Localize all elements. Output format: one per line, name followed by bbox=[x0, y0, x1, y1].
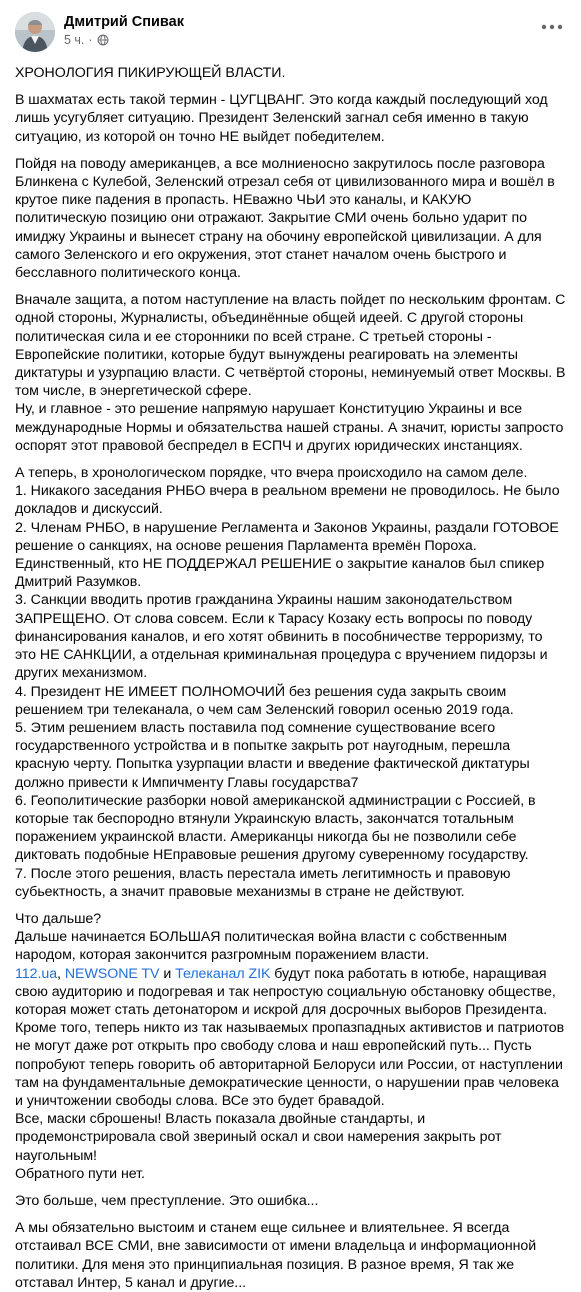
link-separator: , bbox=[57, 965, 65, 982]
post-meta bbox=[64, 32, 184, 48]
link-newsone-tv[interactable]: NEWSONE TV bbox=[64, 965, 160, 982]
post-time[interactable]: 5 ч. bbox=[64, 33, 85, 47]
post-content bbox=[15, 64, 566, 1292]
paragraph-zugzwang: В шахматах есть такой термин - ЦУГЦВАНГ. Это когда каждый последующий ход лишь усугубляет ситуацию. Президент Зеленский загнал себя именно в такую ситуацию, из которой он точно НЕ выйдет победителем. bbox=[15, 92, 548, 145]
paragraph-conclusion: А мы обязательно выстоим и станем еще сильнее и влиятельнее. Я всегда отстаивал ВСЕ СМИ, вне зависимости от имени владельца и информационной политики. Для меня это принципиальная позиция. В разное время, Я так же отставал Интер, 5 канал и другие... bbox=[15, 1220, 537, 1291]
globe-icon bbox=[97, 34, 109, 46]
post-options-button[interactable] bbox=[537, 16, 567, 38]
link-separator-and: и bbox=[159, 965, 176, 982]
author-avatar[interactable] bbox=[15, 12, 55, 52]
paragraph-fronts: Вначале защита, а потом наступление на власть пойдет по нескольким фронтам. С одной стороны, Журналисты, объединённые общей идеей. С другой стороны политическая сила и ее сторонники по всей стране. С третьей стороны - Европейские политики, которые будут вынуждены реагировать на элементы диктатуры и узурпацию власти. С четвёртой стороны, неминуемый ответ Москвы. В том числе, в энергетической сфере. Ну, и главное - это решение напрямую нарушает Конституцию Украины и все международные Нормы и обязательства нашей страны. А значит, юристы запросто оспорят этот правовой беспредел в ЕСПЧ и других юридических инстанциях. bbox=[15, 292, 566, 454]
paragraph-blinken: Пойдя на поводу американцев, а все молниеносно закрутилось после разговора Блинкена с Кулебой, Зеленский отрезал себя от цивилизованного мира и вошёл в крутое пике падения в пропасть. НЕважно ЧЬИ это каналы, и КАКУЮ политическую позицию они отражают. Закрытие СМИ очень больно ударит по имиджу Украины и вынесет страну на обочину европейской цивилизации. А для самого Зеленского и его окружения, этот станет началом очень быстрого и бесславного политического конца. bbox=[15, 155, 555, 282]
more-horizontal-icon bbox=[541, 24, 563, 30]
link-zik[interactable]: Телеканал ZIK bbox=[175, 965, 271, 982]
meta-separator: · bbox=[88, 33, 93, 47]
post-title: ХРОНОЛОГИЯ ПИКИРУЮЩЕЙ ВЛАСТИ. bbox=[15, 65, 286, 81]
post-header bbox=[15, 12, 566, 56]
author-name[interactable]: Дмитрий Спивак bbox=[64, 14, 184, 30]
paragraph-masks: Кроме того, теперь никто из так называемых пропазпадных активистов и патриотов не могут даже рот открыть про свободу слова и наш европейский путь... Пусть попробуют теперь говорить об авторитарной Белоруси или России, от наступлении там на фундаментальные демократические ценности, о нарушении прав человека и уничтожении свободы слова. ВСе это будет бравадой. Все, маски сброшены! Власть показала двойные стандарты, и продемонстрировала свой звериный оскал и свои намерения закрыть рот наугольным! Обратного пути нет. bbox=[15, 1020, 565, 1182]
paragraph-channels bbox=[15, 965, 566, 1020]
channels-text: будут пока работать в ютюбе, наращивая свою аудиторию и подогревая и так непростую социальную обстановку обществе, которая может стать детонатором и искрой для досрочных выборов Президента. bbox=[15, 965, 556, 1018]
paragraph-crime: Это больше, чем преступление. Это ошибка... bbox=[15, 1192, 319, 1209]
avatar-photo-icon bbox=[15, 12, 55, 52]
paragraph-what-next: Что дальше? Дальше начинается БОЛЬШАЯ политическая война власти с собственным народом, которая закончится разгромным поражением власти. bbox=[15, 910, 507, 964]
link-112-ua[interactable]: 112.ua bbox=[15, 965, 58, 982]
paragraph-chronology: А теперь, в хронологическом порядке, что вчера происходило на самом деле. 1. Никакого заседания РНБО вчера в реальном времени не проводилось. Не было докладов и дискуссий. 2. Членам РНБО, в нарушение Регламента и Законов Украины, раздали ГОТОВОЕ решение о санкциях, на основе решения Парламента времён Пороха. Единственный, кто НЕ ПОДДЕРЖАЛ РЕШЕНИЕ о закрытие каналов был спикер Дмитрий Разумков. 3. Санкции вводить против гражданина Украины нашим законодательством ЗАПРЕЩЕНО. От слова совсем. Если к Тарасу Козаку есть вопросы по поводу финансирования каналов, и его хотят обвинить в пособничестве терроризму, то это НЕ САНКЦИИ, а отдельная криминальная процедура с вручением пидорзы и других механизмом. 4. Президент НЕ ИМЕЕТ ПОЛНОМОЧИЙ без решения суда закрыть своим решением три телеканала, о чем сам Зеленский говорил осенью 2019 года. 5. Этим решением власть поставила под сомнение существование всего государственного устройства и в попытке закрыть рот наугодным, перешла красную черту. Попытка узурпации власти и введение фактической диктатуры должно привести к Импичменту Главы государства7 6. Геополитические разборки новой американской администрации с Россией, в которые так беспородно втянули Украинскую власть, закончатся тотальным поражением украинской власти. Американцы никогда бы не позволили себе диктовать подобные НЕправовые решения другому суверенному государству. 7. После этого решения, власть перестала иметь легитимность и правовую субьектность, а значит правовые механизмы в стране не действуют. bbox=[15, 465, 560, 900]
